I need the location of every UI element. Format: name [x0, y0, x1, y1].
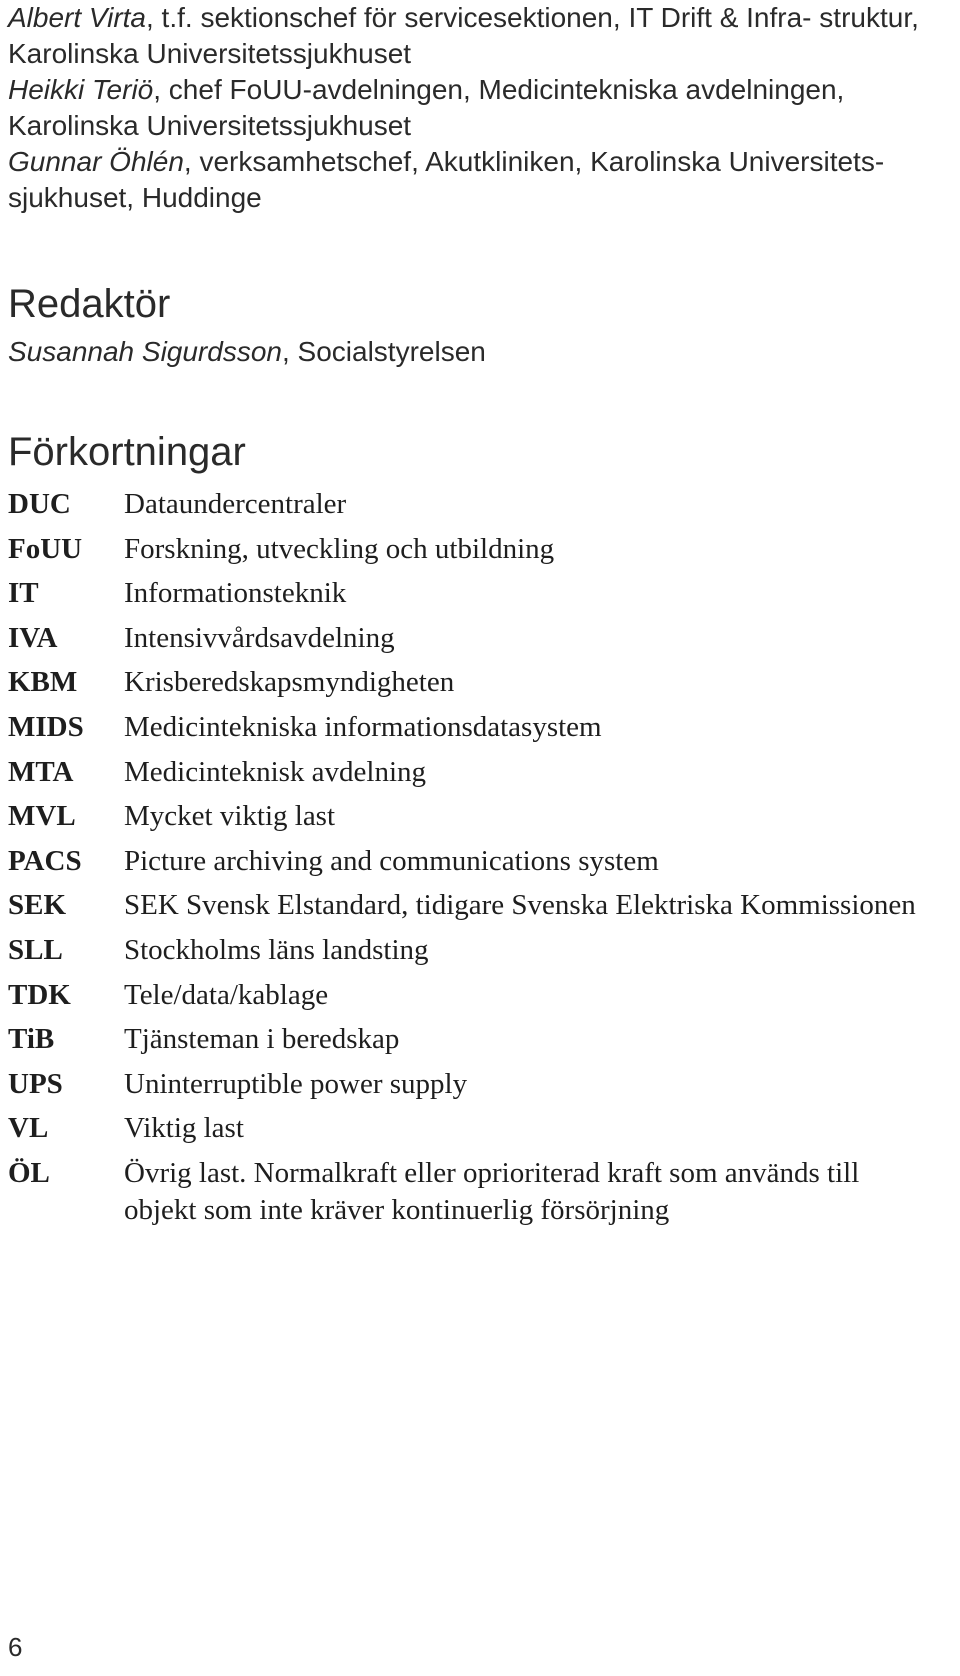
- abbreviation-term: VL: [8, 1112, 49, 1145]
- abbreviation-term: IVA: [8, 621, 58, 654]
- abbreviation-row: [8, 486, 948, 523]
- abbreviation-definition: Övrig last. Normalkraft eller oprioriterad kraft som används till objekt som inte kräver kontinuerlig försörjning: [124, 1156, 860, 1226]
- editor-affiliation: , Socialstyrelsen: [281, 336, 486, 367]
- abbreviation-row: [8, 1021, 948, 1058]
- abbreviation-definition: Krisberedskapsmyndigheten: [124, 666, 455, 699]
- abbreviation-row: [8, 1066, 948, 1103]
- abbreviation-term: DUC: [8, 488, 71, 520]
- abbreviation-definition: Medicinteknisk avdelning: [124, 755, 427, 788]
- editor-heading: Redaktör: [8, 282, 171, 326]
- abbreviation-row: [8, 531, 948, 568]
- editor-entry: [8, 334, 948, 370]
- abbreviation-term: SEK: [8, 889, 67, 922]
- abbreviation-term: PACS: [8, 844, 82, 877]
- abbreviation-definition: Picture archiving and communications system: [124, 844, 659, 877]
- abbreviation-definition: Forskning, utveckling och utbildning: [124, 532, 555, 565]
- abbreviation-definition: Informationsteknik: [124, 577, 347, 610]
- contributor-role: , t.f. sektionschef för servicesektionen, IT Drift & Infra- struktur, Karolinska Universitetssjukhuset: [8, 2, 919, 69]
- abbreviation-term: ÖL: [8, 1156, 50, 1189]
- abbreviation-term: FoUU: [8, 532, 83, 565]
- abbreviation-term: MVL: [8, 800, 76, 833]
- abbreviation-definition: Intensivvårdsavdelning: [124, 621, 395, 654]
- abbreviation-term: TiB: [8, 1023, 55, 1056]
- editor-name: Susannah Sigurdsson: [8, 336, 282, 367]
- contributor-name: Albert Virta: [8, 2, 146, 33]
- abbreviation-row: [8, 664, 948, 701]
- abbreviation-definition: Viktig last: [124, 1112, 244, 1145]
- abbreviation-definition: Tele/data/kablage: [124, 978, 329, 1011]
- abbreviation-row: [8, 754, 948, 791]
- abbreviation-row: [8, 709, 948, 746]
- abbreviation-row: [8, 977, 948, 1014]
- abbreviation-row: [8, 1110, 948, 1147]
- contributor-name: Gunnar Öhlén: [8, 146, 184, 177]
- contributor-role: , verksamhetschef, Akutkliniken, Karolinska Universitets- sjukhuset, Huddinge: [8, 146, 885, 213]
- abbreviation-term: UPS: [8, 1067, 63, 1100]
- abbreviation-definition: Dataundercentraler: [124, 488, 347, 520]
- abbreviation-definition: Stockholms läns landsting: [124, 933, 429, 966]
- abbreviation-term: IT: [8, 577, 39, 610]
- abbreviation-term: KBM: [8, 666, 78, 699]
- contributor-entry: [8, 0, 948, 72]
- contributor-entry: [8, 144, 948, 216]
- page-number: 6: [8, 1632, 23, 1662]
- abbreviations-heading: Förkortningar: [8, 430, 246, 474]
- contributor-role: , chef FoUU-avdelningen, Medicintekniska avdelningen, Karolinska Universitetssjukhuset: [8, 74, 845, 141]
- abbreviation-row: [8, 575, 948, 612]
- abbreviation-definition: Mycket viktig last: [124, 800, 336, 833]
- abbreviation-row: [8, 1155, 948, 1229]
- contributors-list: [8, 0, 948, 216]
- abbreviations-list: [8, 486, 948, 1229]
- abbreviation-row: [8, 887, 948, 924]
- contributor-name: Heikki Teriö: [8, 74, 154, 105]
- abbreviation-term: MTA: [8, 755, 74, 788]
- abbreviation-row: [8, 798, 948, 835]
- abbreviation-term: SLL: [8, 933, 63, 966]
- abbreviation-definition: Medicintekniska informationsdatasystem: [124, 710, 602, 743]
- abbreviation-row: [8, 932, 948, 969]
- contributor-entry: [8, 72, 948, 144]
- abbreviation-row: [8, 843, 948, 880]
- abbreviation-row: [8, 620, 948, 657]
- abbreviation-definition: Tjänsteman i beredskap: [124, 1023, 400, 1056]
- abbreviation-definition: SEK Svensk Elstandard, tidigare Svenska Elektriska Kommissionen: [124, 889, 916, 922]
- document-page: [8, 0, 948, 1237]
- abbreviation-definition: Uninterruptible power supply: [124, 1067, 468, 1100]
- abbreviation-term: TDK: [8, 978, 71, 1011]
- abbreviation-term: MIDS: [8, 710, 84, 743]
